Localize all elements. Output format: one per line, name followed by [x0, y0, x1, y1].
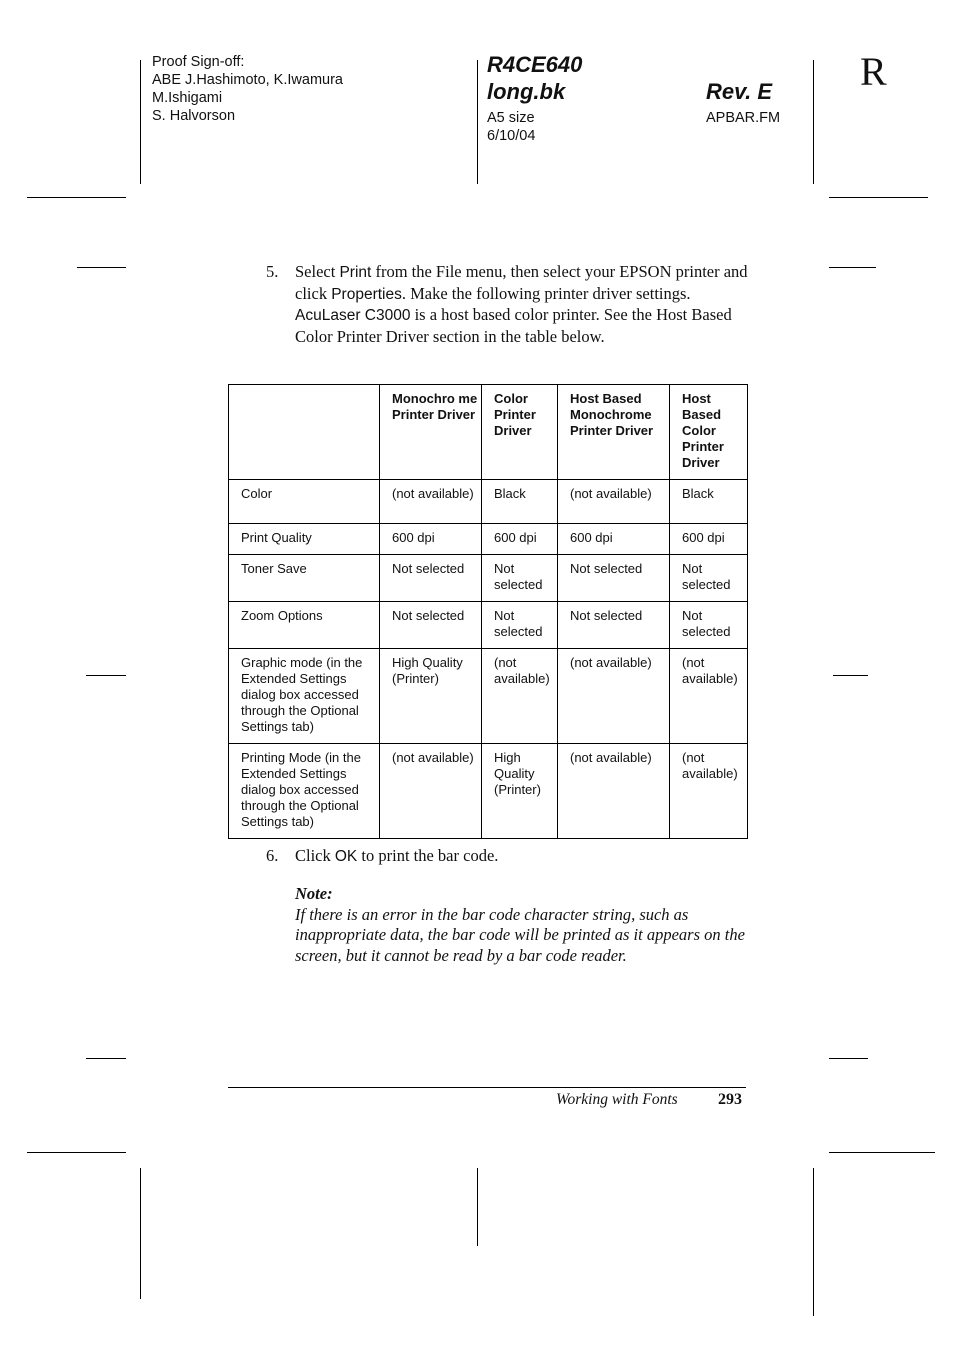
table-row	[229, 744, 748, 839]
table-header-cell: Monochro me Printer Driver	[380, 385, 482, 480]
table-cell: Not selected	[482, 602, 558, 649]
driver-settings-table	[228, 384, 748, 839]
table-header-cell: Host Based Color Printer Driver	[670, 385, 748, 480]
crop-mark	[833, 675, 868, 676]
step-text-run: to print the bar code.	[357, 846, 499, 865]
crop-mark	[477, 60, 478, 184]
table-row	[229, 524, 748, 555]
proof-signoff	[152, 53, 343, 125]
table-cell: 600 dpi	[670, 524, 748, 555]
table-cell: High Quality (Printer)	[380, 649, 482, 744]
table-cell: (not available)	[670, 649, 748, 744]
table-cell: Graphic mode (in the Extended Settings dialog box accessed through the Optional Settings tab)	[229, 649, 380, 744]
note-block	[295, 884, 750, 966]
table-cell: Not selected	[558, 602, 670, 649]
table-cell: Not selected	[380, 602, 482, 649]
table-cell: Not selected	[380, 555, 482, 602]
book-line: long.bk	[487, 79, 566, 104]
table-cell: High Quality (Printer)	[482, 744, 558, 839]
table-header-cell: Host Based Monochrome Printer Driver	[558, 385, 670, 480]
table-cell: 600 dpi	[380, 524, 482, 555]
crop-mark	[829, 1152, 935, 1153]
book-line: R4CE640	[487, 52, 583, 77]
step-text	[295, 846, 748, 868]
table-row	[229, 480, 748, 524]
file-name: APBAR.FM	[706, 110, 781, 126]
crop-mark	[477, 1168, 478, 1246]
step-number: 5.	[266, 262, 279, 281]
table-header-row	[229, 385, 748, 480]
step-6	[266, 846, 748, 868]
table-cell: Not selected	[670, 602, 748, 649]
table-cell: Toner Save	[229, 555, 380, 602]
book-name	[487, 51, 582, 105]
table-cell: (not available)	[380, 480, 482, 524]
step-text	[295, 262, 748, 347]
crop-mark	[829, 197, 928, 198]
table-cell: (not available)	[380, 744, 482, 839]
table-cell: (not available)	[558, 649, 670, 744]
table-header-cell	[229, 385, 380, 480]
table-cell: (not available)	[670, 744, 748, 839]
note-heading: Note:	[295, 884, 333, 903]
step-text-run: . Make the following printer driver settings.	[401, 283, 691, 303]
crop-mark	[829, 267, 876, 268]
table-row	[229, 649, 748, 744]
step-text-run: is a host based color printer. See the Host Based Color Printer Driver section in the table below.	[295, 305, 732, 346]
page-number: 293	[718, 1091, 742, 1108]
crop-mark	[140, 1168, 141, 1299]
crop-mark	[77, 267, 126, 268]
table-cell: Color	[229, 480, 380, 524]
table-cell: (not available)	[482, 649, 558, 744]
table-cell: (not available)	[558, 744, 670, 839]
crop-mark	[86, 675, 126, 676]
table-header-cell: Color Printer Driver	[482, 385, 558, 480]
page-meta	[487, 109, 535, 145]
table-row	[229, 602, 748, 649]
proof-line: S. Halvorson	[152, 108, 236, 124]
proof-line: ABE J.Hashimoto, K.Iwamura	[152, 72, 343, 88]
table-cell: Not selected	[558, 555, 670, 602]
footer-rule	[228, 1087, 746, 1088]
ui-term-properties: Properties	[331, 285, 402, 303]
crop-mark	[86, 1058, 126, 1059]
table-cell: Black	[670, 480, 748, 524]
crop-mark	[140, 60, 141, 184]
proof-line: M.Ishigami	[152, 90, 223, 106]
crop-mark	[813, 1168, 814, 1316]
ui-term-print: Print	[339, 264, 372, 281]
table-cell: Zoom Options	[229, 602, 380, 649]
step-5	[266, 262, 748, 347]
revision-label: Rev. E	[706, 79, 773, 104]
chapter-title: Working with Fonts	[556, 1091, 678, 1108]
print-date: 6/10/04	[487, 128, 536, 144]
table-cell: Not selected	[482, 555, 558, 602]
step-text-run: Click	[295, 846, 335, 865]
step-number: 6.	[266, 846, 279, 865]
table-row	[229, 555, 748, 602]
crop-mark	[27, 1152, 126, 1153]
ui-term-printer-model: AcuLaser C3000	[295, 307, 411, 324]
table-cell: Black	[482, 480, 558, 524]
crop-mark	[27, 197, 126, 198]
table-cell: Print Quality	[229, 524, 380, 555]
step-text-run: Select	[295, 262, 340, 281]
step-text-run: from the File menu, then select your EPSON printer and click	[295, 262, 748, 303]
crop-mark	[813, 60, 814, 184]
paper-size: A5 size	[487, 110, 535, 126]
note-text: If there is an error in the bar code character string, such as inappropriate data, the bar code will be printed as it appears on the screen, but it cannot be read by a bar code reader.	[295, 904, 745, 965]
table-cell: 600 dpi	[558, 524, 670, 555]
section-letter: R	[860, 49, 887, 94]
table-cell: Printing Mode (in the Extended Settings dialog box accessed through the Optional Settings tab)	[229, 744, 380, 839]
crop-mark	[829, 1058, 868, 1059]
table-cell: 600 dpi	[482, 524, 558, 555]
proof-line: Proof Sign-off:	[152, 54, 245, 70]
table-cell: Not selected	[670, 555, 748, 602]
table-cell: (not available)	[558, 480, 670, 524]
ui-term-ok: OK	[334, 848, 358, 865]
